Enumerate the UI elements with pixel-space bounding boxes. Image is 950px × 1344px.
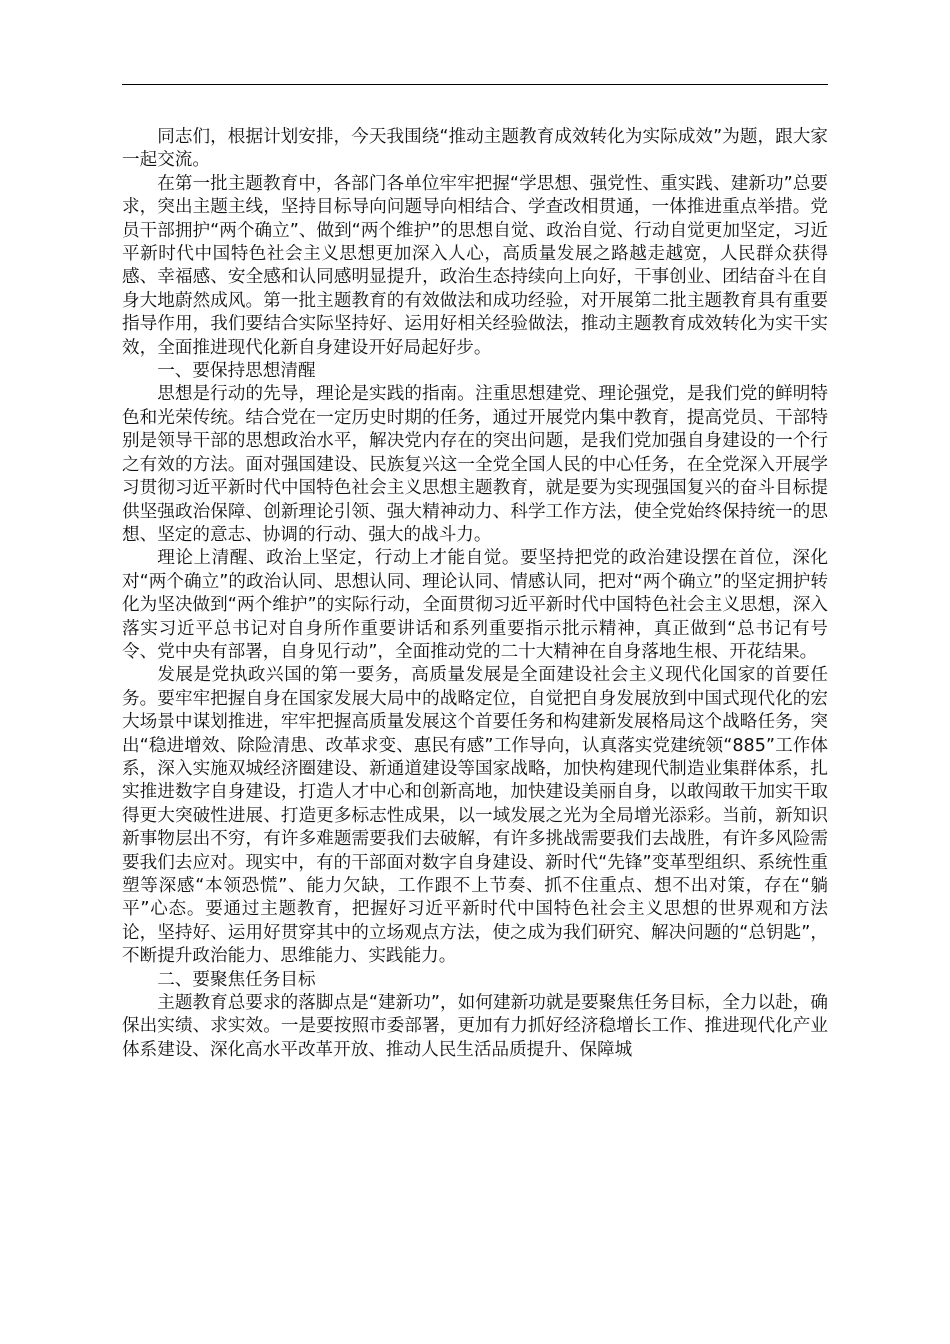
paragraph-intro: 同志们，根据计划安排，今天我围绕“推动主题教育成效转化为实际成效”为题，跟大家一起交流。 (122, 127, 828, 171)
header-rule (122, 84, 828, 85)
paragraph: 思想是行动的先导，理论是实践的指南。注重思想建党、理论强党，是我们党的鲜明特色和光荣传统。结合党在一定历史时期的任务，通过开展党内集中教育，提高党员、干部特别是领导干部的思想政治水平，解决党内存在的突出问题，是我们党加强自身建设的一个行之有效的方法。面对强国建设、民族复兴这一全党全国人民的中心任务，在全党深入开展学习贯彻习近平新时代中国特色社会主义思想主题教育，就是要为实现强国复兴的奋斗目标提供坚强政治保障、创新理论引领、强大精神动力、科学工作方法，使全党始终保持统一的思想、坚定的意志、协调的行动、强大的战斗力。 (122, 384, 828, 545)
section-heading-2: 二、要聚焦任务目标 (157, 969, 316, 990)
document-body (122, 126, 828, 1062)
section-heading-1: 一、要保持思想清醒 (157, 361, 316, 382)
paragraph: 主题教育总要求的落脚点是“建新功”，如何建新功就是要聚焦任务目标，全力以赴，确保出实绩、求实效。一是要按照市委部署，更加有力抓好经济稳增长工作、推进现代化产业体系建设、深化高水平改革开放、推动人民生活品质提升、保障城 (122, 993, 828, 1060)
paragraph: 发展是党执政兴国的第一要务，高质量发展是全面建设社会主义现代化国家的首要任务。要牢牢把握自身在国家发展大局中的战略定位，自觉把自身发展放到中国式现代化的宏大场景中谋划推进，牢牢把握高质量发展这个首要任务和构建新发展格局这个战略任务，突出“稳进增效、除险清患、改革求变、惠民有感”工作导向，认真落实党建统领“885”工作体系，深入实施双城经济圈建设、新通道建设等国家战略，加快构建现代制造业集群体系，扎实推进数字自身建设，打造人才中心和创新高地，加快建设美丽自身，以敢闯敢干加实干取得更大突破性进展、打造更多标志性成果，以一域发展之光为全局增光添彩。当前，新知识新事物层出不穷，有许多难题需要我们去破解，有许多挑战需要我们去战胜，有许多风险需要我们去应对。现实中，有的干部面对数字自身建设、新时代“先锋”变革型组织、系统性重塑等深感“本领恐慌”、能力欠缺，工作跟不上节奏、抓不住重点、想不出对策，存在“躺平”心态。要通过主题教育，把握好习近平新时代中国特色社会主义思想的世界观和方法论，坚持好、运用好贯穿其中的立场观点方法，使之成为我们研究、解决问题的“总钥匙”，不断提升政治能力、思维能力、实践能力。 (122, 665, 828, 967)
paragraph-first-batch-review: 在第一批主题教育中，各部门各单位牢牢把握“学思想、强党性、重实践、建新功”总要求，突出主题主线，坚持目标导向问题导向相结合、学查改相贯通，一体推进重点举措。党员干部拥护“两个确立”、做到“两个维护”的思想自觉、政治自觉、行动自觉更加坚定，习近平新时代中国特色社会主义思想更加深入人心，高质量发展之路越走越宽，人民群众获得感、幸福感、安全感和认同感明显提升，政治生态持续向上向好，干事创业、团结奋斗在自身大地蔚然成风。第一批主题教育的有效做法和成功经验，对开展第二批主题教育具有重要指导作用，我们要结合实际坚持好、运用好相关经验做法，推动主题教育成效转化为实干实效，全面推进现代化新自身建设开好局起好步。 (122, 173, 828, 358)
paragraph: 理论上清醒、政治上坚定，行动上才能自觉。要坚持把党的政治建设摆在首位，深化对“两个确立”的政治认同、思想认同、理论认同、情感认同，把对“两个确立”的坚定拥护转化为坚决做到“两个维护”的实际行动，全面贯彻习近平新时代中国特色社会主义思想，深入落实习近平总书记对自身所作重要讲话和系列重要指示批示精神，真正做到“总书记有号令、党中央有部署，自身见行动”，全面推动党的二十大精神在自身落地生根、开花结果。 (122, 548, 828, 662)
